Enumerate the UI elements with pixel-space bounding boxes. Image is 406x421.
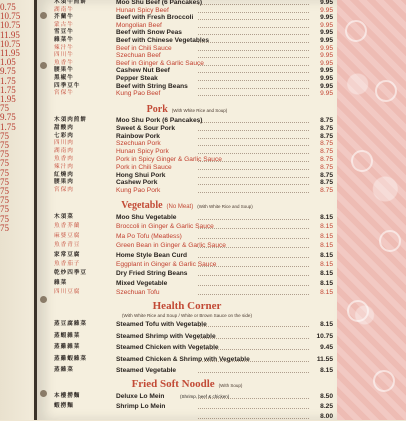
menu-item-price: 8.15 <box>320 289 333 297</box>
menu-item-chinese-name: 蒸豆腐雜菜 <box>54 321 87 327</box>
menu-item-price: 8.75 <box>320 179 333 187</box>
menu-item-chinese-name: 乾炒四季豆 <box>54 270 87 277</box>
menu-item-name: Beef in Ginger & Garlic Sauce <box>116 59 204 67</box>
menu-item-price: 8.75 <box>320 187 333 195</box>
menu-item-name: Hong Shui Pork <box>116 171 166 179</box>
left-page-price: 75 <box>0 176 9 187</box>
left-page-price: 9.75 <box>0 112 16 123</box>
menu-item-chinese-name: 四川牛 <box>54 52 74 59</box>
menu-item-name: Hunan Spicy Beef <box>116 6 169 14</box>
menu-item-chinese-name: 魚香牛 <box>54 59 74 66</box>
menu-item-price: 8.15 <box>320 367 333 374</box>
dot-leader <box>198 171 309 178</box>
menu-item <box>48 260 333 269</box>
left-page-price: 75 <box>0 195 9 206</box>
menu-item-price: 8.15 <box>320 214 333 221</box>
menu-item-price: 8.15 <box>320 279 333 287</box>
menu-item-name: Cashew Nut Beef <box>116 67 170 75</box>
menu-item-price: 9.95 <box>320 75 333 82</box>
menu-item-price: 11.55 <box>316 355 333 363</box>
menu-item-name: Broccoli in Ginger & Garlic Sauce <box>116 223 214 231</box>
left-page-price: 75 <box>0 140 9 150</box>
menu-item <box>48 241 333 250</box>
menu-item-chinese-name: 甜酸肉 <box>54 124 74 131</box>
menu-item-chinese-name: 腰果牛 <box>54 67 74 74</box>
menu-item-price: 9.95 <box>320 6 333 14</box>
menu-item <box>48 232 333 241</box>
flower-ornament <box>379 230 401 252</box>
menu-item-chinese-name: 蒙古牛 <box>54 21 74 28</box>
left-page-price: 1.95 <box>0 94 16 104</box>
menu-item-price: 9.95 <box>320 59 333 67</box>
left-page-price: 0.75 <box>0 2 16 12</box>
menu-item-chinese-name: 魚香芥蘭 <box>54 223 81 230</box>
menu-item-chinese-name: 湖南牛 <box>54 6 74 13</box>
menu-item-price: 8.15 <box>320 223 333 231</box>
menu-item-price: 8.15 <box>320 321 333 328</box>
left-page-price: 10.75 <box>0 20 21 31</box>
health-corner-note: (With White Rice and Soup / White or Brown Sauce on the side) <box>122 313 252 318</box>
left-page-price: 11.95 <box>0 29 20 40</box>
menu-item-chinese-name: 魚香肉 <box>54 156 74 162</box>
menu-item-price: 9.95 <box>320 67 333 75</box>
menu-item-name: Moo Shu Pork (6 Pancakes) <box>116 117 203 124</box>
dot-leader <box>198 28 309 35</box>
dot-leader <box>198 36 309 43</box>
dot-leader <box>198 6 309 13</box>
menu-item <box>48 288 333 297</box>
vegetable-section-title: Vegetable (No Meat) (With White Rice and Soup) <box>121 200 253 211</box>
menu-item-price: 8.25 <box>320 403 333 410</box>
menu-item-name: Moo Shu Vegetable <box>116 214 177 221</box>
flower-ornament <box>347 300 369 322</box>
menu-item-chinese-name: 木須牛煎餅 <box>54 0 87 5</box>
menu-item-chinese-name: 宮保牛 <box>54 90 74 97</box>
menu-item-name: Cashew Pork <box>116 179 158 187</box>
menu-item-price: 9.95 <box>320 37 333 44</box>
dot-leader <box>198 51 309 58</box>
menu-item <box>48 222 333 231</box>
menu-item-note: (Shrimp, beef & chicken) <box>180 394 230 399</box>
left-page-price: 75 <box>0 204 9 215</box>
left-page-price: 11.95 <box>0 48 20 58</box>
menu-item-name: Steamed Shrimp with Vegetable <box>116 332 216 340</box>
binder-hole <box>40 390 47 397</box>
menu-item-price: 9.95 <box>320 90 333 98</box>
menu-item-name: Home Style Bean Curd <box>116 251 188 259</box>
menu-item <box>48 279 333 288</box>
menu-item-name: Mongolian Beef <box>116 21 162 29</box>
menu-item-chinese-name: 木須肉煎餅 <box>54 117 87 123</box>
left-page-price: 75 <box>0 130 9 141</box>
health-corner-title: Health Corner <box>152 300 222 312</box>
menu-item <box>48 186 333 195</box>
menu-item-name: Szechuan Beef <box>116 52 161 60</box>
menu-item-name: Beef with Fresh Broccoli <box>116 14 194 22</box>
menu-item <box>48 332 333 341</box>
menu-item-price: 8.50 <box>320 393 333 400</box>
menu-item-chinese-name: 雜菜牛 <box>54 37 74 43</box>
dot-leader <box>198 147 309 154</box>
menu-item-name: Moo Shu Beef (6 Pancakes) <box>116 0 203 6</box>
left-page-price: 75 <box>0 149 9 160</box>
dot-leader <box>198 13 309 20</box>
menu-item-chinese-name: 七彩肉 <box>54 132 74 139</box>
menu-item-name: Beef in Chili Sauce <box>116 44 172 52</box>
dot-leader <box>198 269 309 276</box>
menu-item-chinese-name: 黑椒牛 <box>54 75 74 81</box>
menu-item-name: Pork in Spicy Ginger & Garlic Sauce <box>116 156 222 163</box>
menu-item-price: 8.15 <box>320 270 333 278</box>
menu-item <box>48 402 333 411</box>
binder-hole <box>40 62 47 69</box>
menu-item-chinese-name: 腰果肉 <box>54 179 74 186</box>
menu-item-chinese-name: 宮保肉 <box>54 187 74 194</box>
menu-item-price: 9.95 <box>320 52 333 60</box>
left-page-price: 10.75 <box>0 11 21 22</box>
menu-item-name: Steamed Chicken & Shrimp with Vegetable <box>116 355 250 363</box>
menu-item-name: Steamed Vegetable <box>116 367 177 374</box>
flower-ornament <box>373 370 395 392</box>
dot-leader <box>198 163 309 170</box>
dot-leader <box>198 82 309 89</box>
dot-leader <box>198 343 309 350</box>
menu-item-price: 8.75 <box>320 132 333 140</box>
menu-item-name: Hunan Spicy Pork <box>116 148 169 156</box>
menu-item-chinese-name: 魚香青豆 <box>54 242 81 249</box>
dot-leader <box>198 332 309 339</box>
dot-leader <box>198 251 309 258</box>
menu-item-name: Steamed Tofu with Vegetable <box>116 321 207 328</box>
menu-item-price: 8.75 <box>320 156 333 163</box>
menu-item-name: Sweet & Sour Pork <box>116 124 175 132</box>
menu-item-chinese-name: 四季豆牛 <box>54 82 81 89</box>
menu-item-chinese-name: 魚香茄子 <box>54 261 81 267</box>
menu-item-chinese-name: 四川豆腐 <box>54 289 81 296</box>
menu-item-price: 8.75 <box>320 171 333 179</box>
dot-leader <box>198 222 309 229</box>
menu-item <box>48 366 333 375</box>
dot-leader <box>198 0 309 5</box>
dot-leader <box>198 59 309 66</box>
menu-item-chinese-name: 紅燒肉 <box>54 171 74 178</box>
menu-item-chinese-name: 麻婆豆腐 <box>54 232 81 239</box>
menu-item-name: Ma Po Tofu (Meatless) <box>116 232 182 240</box>
left-page-price: 75 <box>0 222 9 233</box>
menu-item-price: 8.75 <box>320 140 333 148</box>
menu-item-chinese-name: 雜菜 <box>54 279 68 286</box>
menu-item-name: Steamed Chicken with Vegetable <box>116 344 219 351</box>
left-page-price: 75 <box>0 103 9 114</box>
left-page-price: 10.75 <box>0 38 21 49</box>
menu-item-price: 8.75 <box>320 124 333 132</box>
dot-leader <box>198 132 309 139</box>
left-page-price: 1.05 <box>0 57 16 68</box>
menu-item-chinese-name: 蒸雞雜菜 <box>54 344 81 350</box>
menu-item-name: Beef with Chinese Vegetables <box>116 37 210 44</box>
menu-item <box>48 355 333 364</box>
flower-ornament <box>351 150 373 172</box>
menu-item-chinese-name: 家常豆腐 <box>54 251 81 258</box>
left-page-price: 75 <box>0 186 9 196</box>
dot-leader <box>198 74 309 81</box>
dot-leader <box>198 412 309 419</box>
menu-item-price: 8.75 <box>320 148 333 156</box>
menu-item-chinese-name: 本樓撈麵 <box>54 393 81 399</box>
menu-item-chinese-name: 木須菜 <box>54 214 74 220</box>
menu-item-name: Shrimp Lo Mein <box>116 403 166 410</box>
left-page-price: 1.75 <box>0 75 16 86</box>
menu-item-chinese-name: 辣汁牛 <box>54 44 74 51</box>
menu-item <box>48 213 333 222</box>
binder-hole <box>40 12 47 19</box>
menu-item-price: 8.00 <box>320 413 333 420</box>
dot-leader <box>198 320 309 327</box>
menu-item-price: 8.15 <box>320 242 333 250</box>
dot-leader <box>198 178 309 185</box>
menu-item-chinese-name: 雪豆牛 <box>54 29 74 36</box>
menu-item-price: 9.45 <box>320 344 333 351</box>
menu-item-price: 8.75 <box>320 117 333 124</box>
menu-item-price: 9.95 <box>320 0 333 6</box>
dot-leader <box>198 139 309 146</box>
menu-item-chinese-name: 蝦撈麵 <box>54 403 74 409</box>
menu-item-name: Mixed Vegetable <box>116 279 168 287</box>
menu-item-name: Kung Pao Pork <box>116 187 161 195</box>
dot-leader <box>198 21 309 28</box>
menu-item-chinese-name: 湖南肉 <box>54 148 74 155</box>
left-page-price: 75 <box>0 213 9 224</box>
menu-item-name: Beef with Snow Peas <box>116 29 182 37</box>
left-page-price: 1.75 <box>0 121 16 132</box>
dot-leader <box>198 124 309 131</box>
pork-section-title: Pork (With White Rice and Soup) <box>146 104 228 115</box>
menu-item-price: 8.15 <box>320 261 333 268</box>
menu-item-name: Pepper Steak <box>116 75 158 82</box>
menu-item-name: Beef with String Beans <box>116 82 188 90</box>
menu-item-chinese-name: 四川肉 <box>54 140 74 147</box>
flower-ornament <box>375 80 397 102</box>
menu-item-price: 9.95 <box>320 14 333 22</box>
dot-leader <box>198 89 309 96</box>
menu-item-name: Szechuan Pork <box>116 140 161 148</box>
menu-item-name: Dry Fried String Beans <box>116 270 188 278</box>
menu-item-name: Rainbow Pork <box>116 132 160 140</box>
dot-leader <box>198 232 309 239</box>
dot-leader <box>198 288 309 295</box>
flower-ornament <box>345 20 367 42</box>
dot-leader <box>198 260 309 267</box>
menu-item-price: 8.75 <box>320 163 333 171</box>
menu-item-price: 9.95 <box>320 44 333 52</box>
dot-leader <box>198 213 309 220</box>
left-page-price: 75 <box>0 167 9 178</box>
dot-leader <box>198 392 309 399</box>
left-page-price: 1.75 <box>0 84 16 95</box>
menu-item-name: Green Bean in Ginger & Garlic Sauce <box>116 242 226 250</box>
menu-item-price: 9.95 <box>320 21 333 29</box>
menu-item-price: 9.95 <box>320 82 333 90</box>
menu-item-chinese-name: 芥蘭牛 <box>54 14 74 21</box>
menu-item-chinese-name: 蒸雞蝦雜菜 <box>54 355 87 362</box>
dot-leader <box>198 366 309 373</box>
menu-item-name: Eggplant in Ginger & Garlic Sauce <box>116 261 217 268</box>
menu-item <box>48 89 333 98</box>
floral-border-panel <box>337 0 406 420</box>
dot-leader <box>198 279 309 286</box>
dot-leader <box>198 44 309 51</box>
menu-item-price: 8.15 <box>320 251 333 259</box>
menu-item-price: 8.15 <box>320 232 333 240</box>
menu-item-name: Kung Pao Beef <box>116 90 161 98</box>
left-page-price: 9.75 <box>0 66 16 77</box>
fried-soft-noodle-title: Fried Soft Noodle (With Soup) <box>131 378 243 390</box>
menu-item-name: Szechuan Tofu <box>116 289 160 297</box>
dot-leader <box>198 116 309 123</box>
left-page-price: 75 <box>0 158 9 169</box>
menu-item-price: 9.95 <box>320 29 333 37</box>
menu-item-chinese-name: 蒸雜菜 <box>54 367 74 373</box>
dot-leader <box>198 66 309 73</box>
dot-leader <box>198 186 309 193</box>
menu-item-name: Pork in Chili Sauce <box>116 163 172 171</box>
menu-item <box>48 392 333 401</box>
dot-leader <box>198 155 309 162</box>
menu-item <box>48 343 333 352</box>
menu-item <box>48 320 333 329</box>
menu-item <box>48 251 333 260</box>
dot-leader <box>198 241 309 248</box>
menu-item-chinese-name: 蒸蝦雜菜 <box>54 332 81 339</box>
menu-item-chinese-name: 辣汁肉 <box>54 163 74 170</box>
menu-item <box>48 269 333 278</box>
dot-leader <box>198 402 309 409</box>
menu-item-price: 10.75 <box>316 332 333 340</box>
dot-leader <box>198 355 309 362</box>
menu-item-name: Deluxe Lo Mein <box>116 393 165 400</box>
